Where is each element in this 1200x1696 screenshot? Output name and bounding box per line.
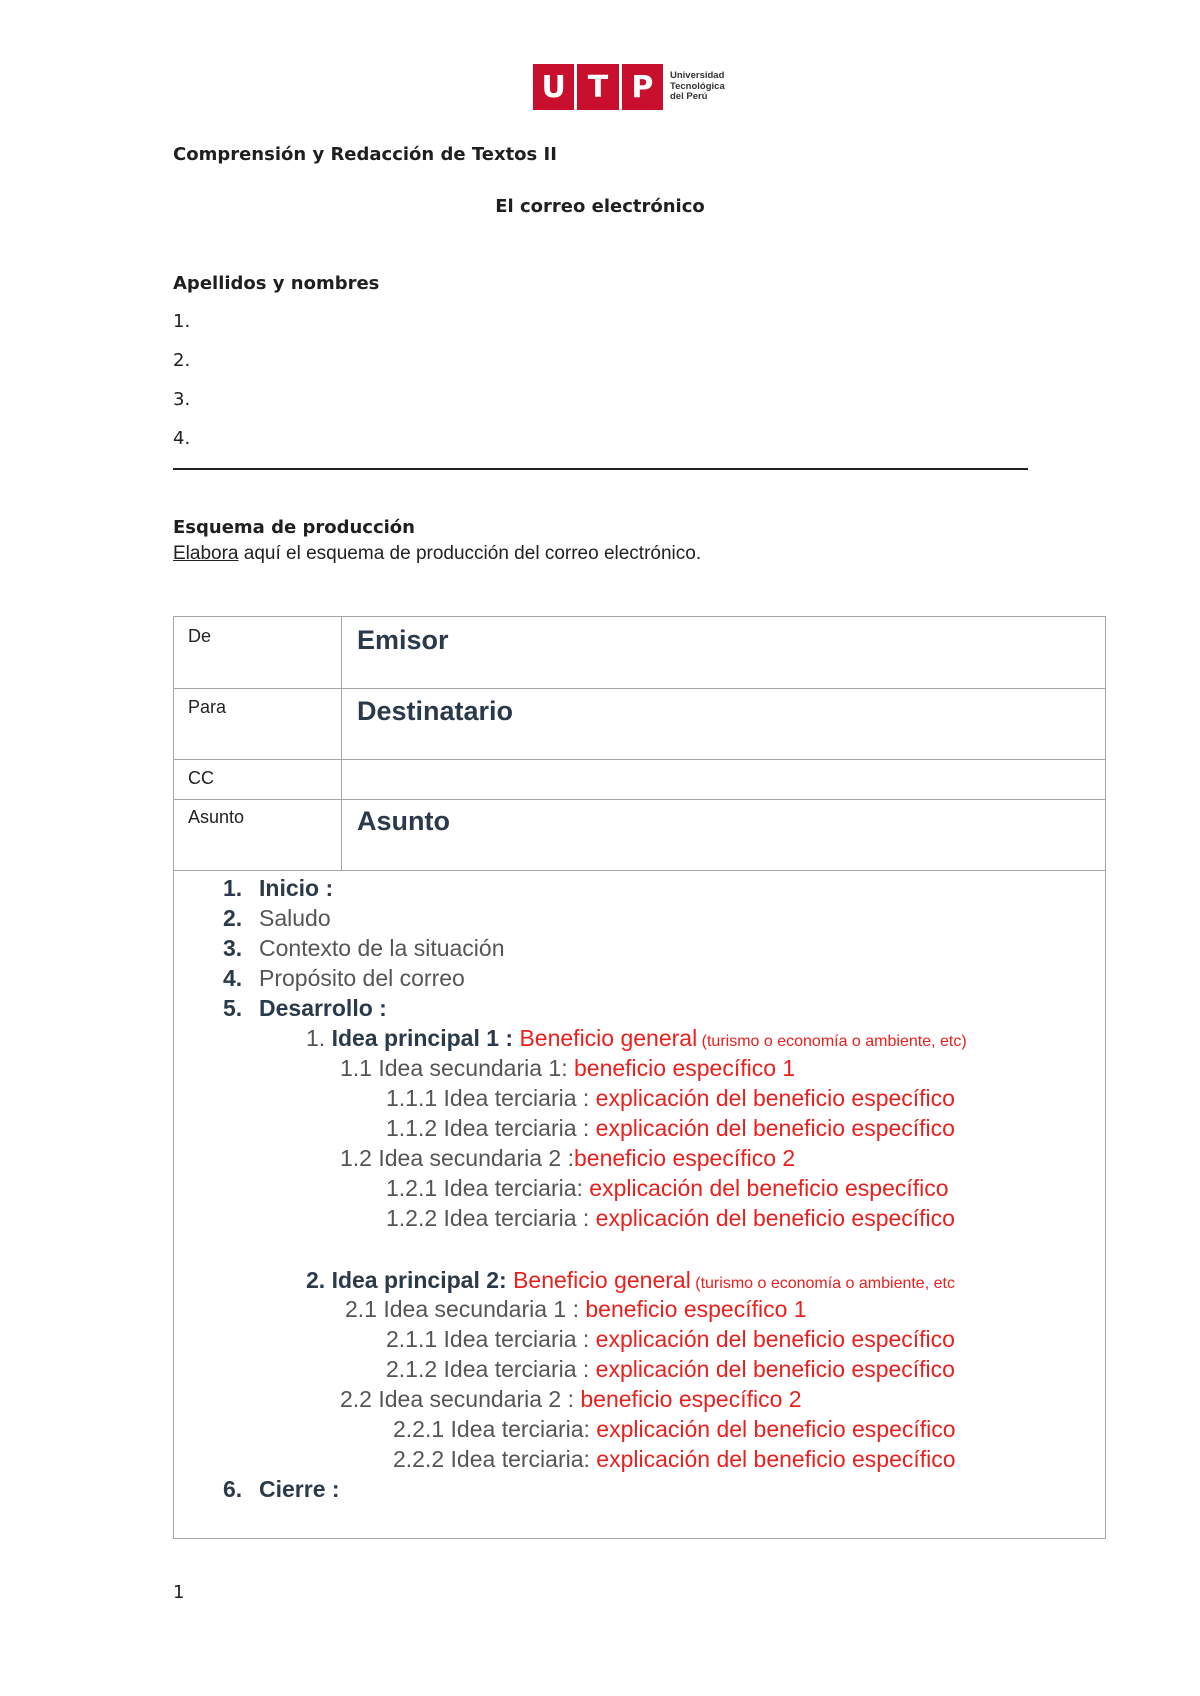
- cc-label: CC: [188, 768, 214, 788]
- outline-number: 4.: [223, 965, 243, 991]
- names-label: Apellidos y nombres: [173, 273, 380, 294]
- logo-letter: P: [631, 69, 654, 105]
- outline-text: 2.2.1 Idea terciaria:: [393, 1416, 590, 1442]
- document-title: El correo electrónico: [495, 196, 705, 217]
- secondary-idea: [340, 1386, 802, 1413]
- logo-text-line: del Perú: [670, 91, 708, 103]
- utp-logo: [533, 64, 725, 110]
- outline-text: 2. Idea principal 2:: [306, 1267, 507, 1293]
- outline-red-note: (turismo o economía o ambiente, etc): [697, 1033, 967, 1050]
- logo-text-line: Tecnológica: [670, 80, 725, 92]
- outline-number: 1.: [223, 875, 243, 901]
- outline-text: Propósito del correo: [259, 965, 465, 991]
- tertiary-idea: [386, 1205, 955, 1232]
- name-line-2[interactable]: 2.: [173, 350, 191, 371]
- logo-text-line: Universidad: [670, 70, 725, 82]
- outline-text: Cierre :: [259, 1476, 340, 1502]
- outline-red-text: explicación del beneficio específico: [582, 1175, 949, 1201]
- email-schema-table: [173, 616, 1106, 1539]
- logo-letter: T: [577, 64, 621, 110]
- outline-red-text: Beneficio general: [513, 1025, 698, 1051]
- outline-number: 1.: [306, 1025, 326, 1051]
- instruction-text: aquí el esquema de producción del correo electrónico.: [238, 543, 702, 564]
- tertiary-idea: [386, 1115, 955, 1142]
- outline-text: 2.2.2 Idea terciaria:: [393, 1446, 590, 1472]
- name-line-4[interactable]: 4.: [173, 428, 191, 449]
- outline-text: 1.2.2 Idea terciaria :: [386, 1205, 590, 1231]
- outline-text: Desarrollo :: [259, 995, 387, 1021]
- table-row-divider: [174, 870, 1105, 871]
- table-row-divider: [174, 688, 1105, 689]
- secondary-idea: [340, 1055, 795, 1082]
- tertiary-idea: [386, 1085, 955, 1112]
- tertiary-idea: [386, 1356, 955, 1383]
- outline-red-text: explicación del beneficio específico: [589, 1416, 956, 1442]
- outline-item: [223, 875, 333, 902]
- table-column-divider: [341, 617, 342, 871]
- main-idea-1: [306, 1025, 967, 1052]
- outline-text: 2.1.1 Idea terciaria :: [386, 1326, 590, 1352]
- outline-red-text: explicación del beneficio específico: [589, 1205, 955, 1231]
- outline-red-text: explicación del beneficio específico: [589, 1085, 955, 1111]
- outline-red-text: beneficio específico 1: [567, 1055, 796, 1081]
- outline-text: Inicio :: [259, 875, 334, 901]
- outline-item: [223, 935, 505, 962]
- schema-heading: Esquema de producción: [173, 517, 415, 538]
- outline-text: 1.1 Idea secundaria 1:: [340, 1055, 568, 1081]
- divider-line: [173, 468, 1028, 470]
- subject-field[interactable]: Asunto: [357, 806, 450, 836]
- outline-number: 5.: [223, 995, 243, 1021]
- outline-red-text: explicación del beneficio específico: [589, 1356, 955, 1382]
- logo-text: [670, 71, 725, 103]
- main-idea-2: [306, 1267, 955, 1294]
- utp-logo-mark: [533, 64, 663, 110]
- outline-red-text: explicación del beneficio específico: [589, 1115, 955, 1141]
- outline-item: [223, 1476, 340, 1503]
- name-line-1[interactable]: 1.: [173, 311, 191, 332]
- tertiary-idea: [386, 1175, 949, 1202]
- tertiary-idea: [386, 1326, 955, 1353]
- outline-number: 2.: [223, 905, 243, 931]
- to-label: Para: [188, 697, 227, 717]
- outline-red-text: Beneficio general: [506, 1267, 691, 1293]
- outline-text: 1.2 Idea secundaria 2 :: [340, 1145, 574, 1171]
- outline-text: 2.1.2 Idea terciaria :: [386, 1356, 590, 1382]
- to-field[interactable]: Destinatario: [357, 696, 514, 726]
- name-line-3[interactable]: 3.: [173, 389, 191, 410]
- outline-text: Saludo: [259, 905, 331, 931]
- outline-number: 6.: [223, 1476, 243, 1502]
- tertiary-idea: [393, 1446, 956, 1473]
- outline-text: 1.1.1 Idea terciaria :: [386, 1085, 590, 1111]
- secondary-idea: [345, 1296, 807, 1323]
- outline-text: Idea principal 1 :: [325, 1025, 514, 1051]
- course-title: Comprensión y Redacción de Textos II: [173, 144, 557, 165]
- from-field[interactable]: Emisor: [357, 625, 449, 655]
- outline-text: 2.1 Idea secundaria 1 :: [345, 1296, 579, 1322]
- outline-item: [223, 965, 465, 992]
- outline-text: 1.2.1 Idea terciaria:: [386, 1175, 583, 1201]
- outline-red-text: beneficio específico 2: [574, 1145, 796, 1171]
- secondary-idea: [340, 1145, 795, 1172]
- table-row-divider: [174, 799, 1105, 800]
- page-number: 1: [173, 1582, 185, 1603]
- outline-red-text: explicación del beneficio específico: [589, 1446, 956, 1472]
- tertiary-idea: [393, 1416, 956, 1443]
- table-row-divider: [174, 759, 1105, 760]
- outline-text: Contexto de la situación: [259, 935, 505, 961]
- outline-red-text: beneficio específico 1: [579, 1296, 807, 1322]
- outline-item: [223, 905, 331, 932]
- outline-number: 3.: [223, 935, 243, 961]
- outline-text: 2.2 Idea secundaria 2 :: [340, 1386, 574, 1412]
- schema-instruction: [173, 543, 701, 565]
- outline-item: [223, 995, 387, 1022]
- outline-red-text: beneficio específico 2: [574, 1386, 802, 1412]
- outline-text: 1.1.2 Idea terciaria :: [386, 1115, 590, 1141]
- outline-red-note: (turismo o economía o ambiente, etc: [690, 1275, 955, 1292]
- outline-red-text: explicación del beneficio específico: [589, 1326, 955, 1352]
- instruction-link[interactable]: Elabora: [173, 543, 239, 564]
- logo-letter: U: [533, 64, 577, 110]
- from-label: De: [188, 626, 212, 646]
- subject-label: Asunto: [188, 807, 245, 827]
